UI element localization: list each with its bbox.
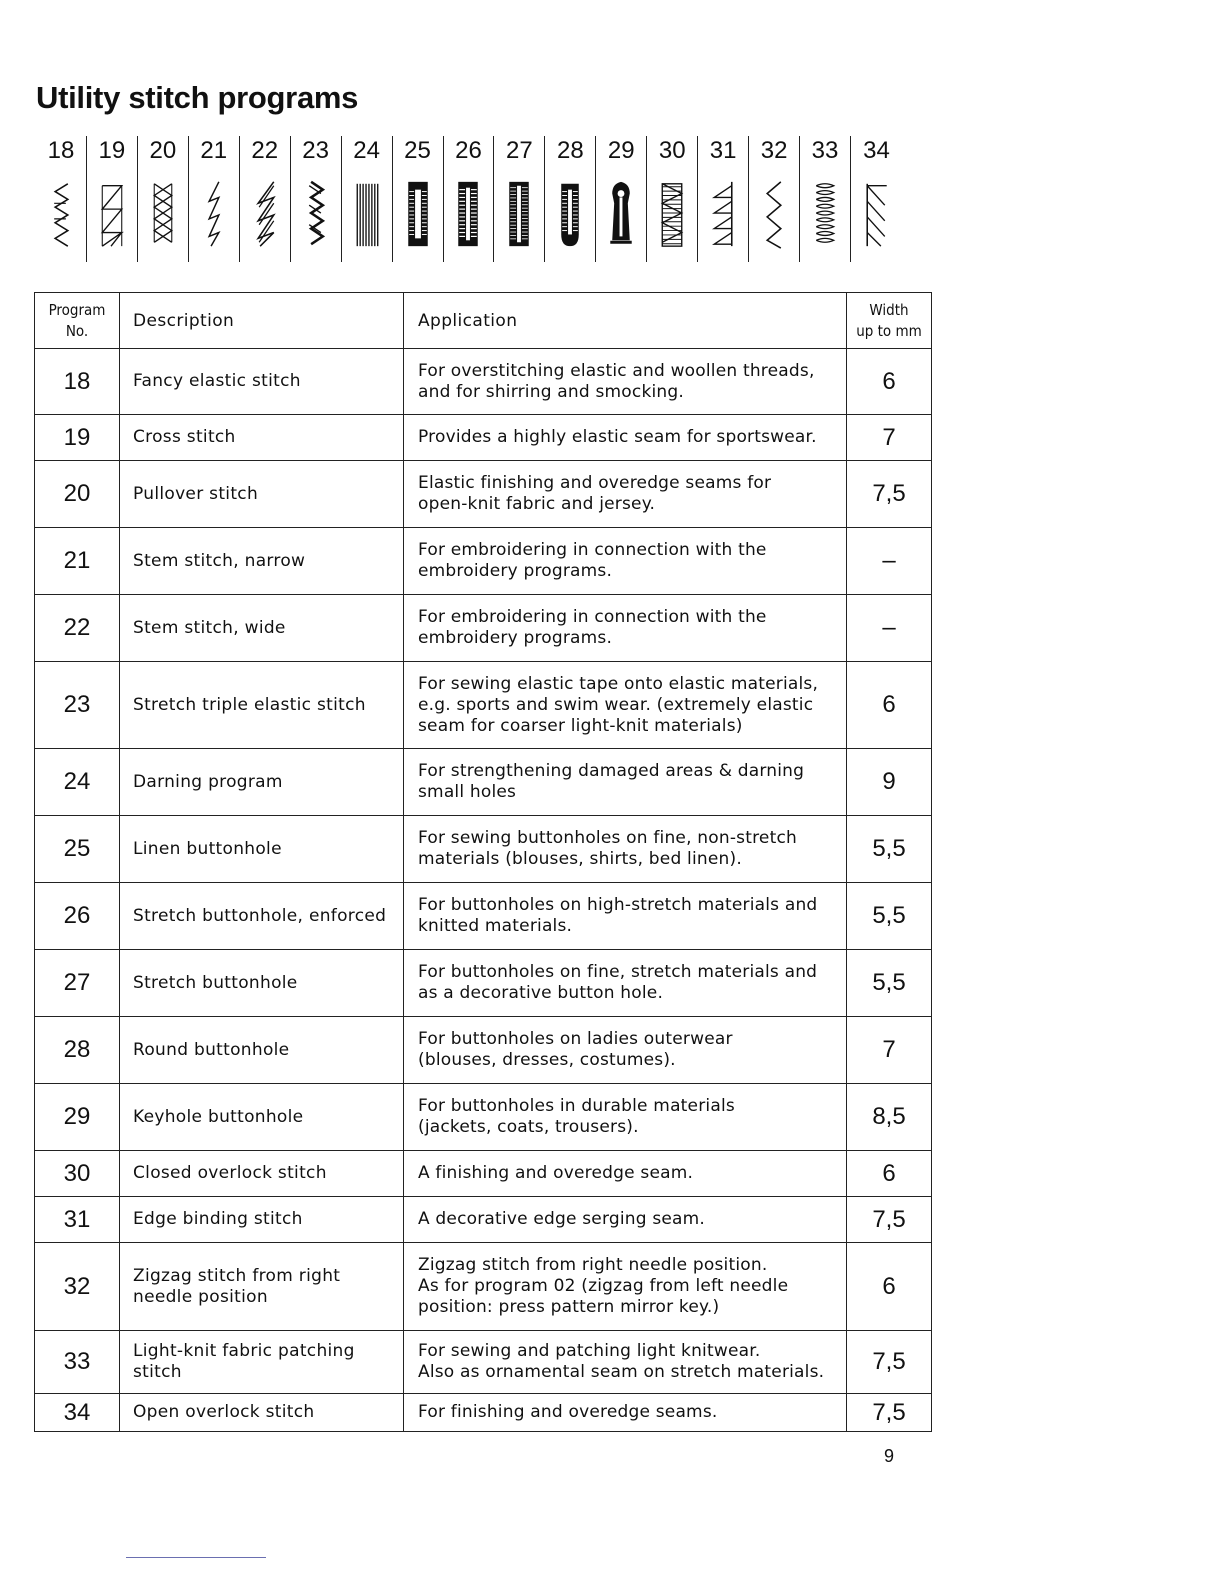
application-cell: For embroidering in connection with the embroidery programs. [404, 528, 847, 595]
stitch-number: 25 [404, 137, 431, 164]
stitch-number: 32 [760, 137, 788, 164]
stitch-number: 26 [455, 137, 482, 164]
stem-stitch-narrow-icon [199, 176, 229, 252]
program-no-cell: 32 [35, 1243, 120, 1331]
edge-binding-stitch-icon [708, 176, 738, 252]
application-cell: For buttonholes in durable materials (jackets, coats, trousers). [404, 1084, 847, 1151]
table-header-row [35, 293, 932, 349]
program-no-cell: 22 [35, 595, 120, 662]
width-cell: – [847, 595, 932, 662]
table-row [35, 1084, 932, 1151]
closed-overlock-stitch-icon [657, 176, 687, 252]
open-overlock-stitch-icon [861, 176, 891, 252]
table-row [35, 950, 932, 1017]
table-row [35, 461, 932, 528]
stitch-number: 30 [658, 137, 686, 164]
program-no-cell: 25 [35, 816, 120, 883]
table-row [35, 1017, 932, 1084]
description-cell: Stretch buttonhole [120, 950, 404, 1017]
program-no-cell: 27 [35, 950, 120, 1017]
application-cell: For buttonholes on ladies outerwear (blouses, dresses, costumes). [404, 1017, 847, 1084]
width-cell: 9 [847, 749, 932, 816]
description-cell: Stem stitch, wide [120, 595, 404, 662]
description-cell: Stretch triple elastic stitch [120, 662, 404, 749]
page-title: Utility stitch programs [36, 80, 359, 115]
stitch-number: 21 [200, 137, 228, 164]
stitch-program-table [34, 292, 932, 1432]
stitch-number: 23 [302, 137, 329, 164]
description-cell: Keyhole buttonhole [120, 1084, 404, 1151]
application-cell: For embroidering in connection with the embroidery programs. [404, 595, 847, 662]
stitch-column-28 [545, 136, 596, 262]
stretch-buttonhole-icon [504, 176, 534, 252]
stitch-pattern-strip [36, 136, 902, 262]
table-row [35, 415, 932, 461]
stitch-number: 33 [811, 137, 839, 164]
stitch-column-27 [494, 136, 545, 262]
table-row [35, 1197, 932, 1243]
width-cell: 6 [847, 662, 932, 749]
stitch-number: 22 [251, 137, 279, 164]
width-cell: 6 [847, 1243, 932, 1331]
linen-buttonhole-icon [403, 176, 433, 252]
program-no-cell: 34 [35, 1394, 120, 1432]
page-number: 9 [884, 1446, 895, 1466]
application-cell: For strengthening damaged areas & darning small holes [404, 749, 847, 816]
application-cell: Elastic finishing and overedge seams for open-knit fabric and jersey. [404, 461, 847, 528]
description-cell: Linen buttonhole [120, 816, 404, 883]
description-cell: Darning program [120, 749, 404, 816]
program-no-cell: 29 [35, 1084, 120, 1151]
description-cell: Cross stitch [120, 415, 404, 461]
width-cell: 6 [847, 349, 932, 415]
stitch-column-24 [342, 136, 393, 262]
stitch-column-20 [138, 136, 189, 262]
table-row [35, 595, 932, 662]
program-no-cell: 28 [35, 1017, 120, 1084]
width-cell: 5,5 [847, 950, 932, 1017]
stitch-number: 19 [98, 137, 126, 164]
stitch-column-33 [800, 136, 851, 262]
zigzag-right-needle-icon [759, 176, 789, 252]
program-no-cell: 23 [35, 662, 120, 749]
program-no-cell: 30 [35, 1151, 120, 1197]
description-cell: Closed overlock stitch [120, 1151, 404, 1197]
width-cell: 7,5 [847, 461, 932, 528]
width-cell: 7 [847, 415, 932, 461]
table-row [35, 1151, 932, 1197]
program-no-cell: 18 [35, 349, 120, 415]
description-cell: Stretch buttonhole, enforced [120, 883, 404, 950]
table-row [35, 883, 932, 950]
stitch-number: 31 [709, 137, 737, 164]
stitch-column-25 [393, 136, 444, 262]
application-cell: For sewing elastic tape onto elastic materials, e.g. sports and swim wear. (extremely elastic seam for coarser light-knit materials) [404, 662, 847, 749]
stitch-column-21 [189, 136, 240, 262]
stitch-number: 18 [47, 137, 75, 164]
application-cell: A finishing and overedge seam. [404, 1151, 847, 1197]
cross-stitch-icon [97, 176, 127, 252]
program-no-cell: 20 [35, 461, 120, 528]
darning-program-icon [352, 176, 382, 252]
width-cell: 7,5 [847, 1197, 932, 1243]
light-knit-patching-stitch-icon [810, 176, 840, 252]
pullover-stitch-icon [148, 176, 178, 252]
footer-rule [126, 1557, 266, 1558]
stitch-column-31 [698, 136, 749, 262]
program-no-cell: 33 [35, 1331, 120, 1394]
width-cell: – [847, 528, 932, 595]
table-row [35, 1331, 932, 1394]
stitch-number: 20 [149, 137, 177, 164]
stitch-column-19 [87, 136, 138, 262]
width-cell: 7 [847, 1017, 932, 1084]
stitch-number: 34 [863, 137, 890, 164]
stitch-column-26 [444, 136, 495, 262]
application-cell: For sewing buttonholes on fine, non-stretch materials (blouses, shirts, bed linen). [404, 816, 847, 883]
program-no-cell: 31 [35, 1197, 120, 1243]
stitch-column-18 [36, 136, 87, 262]
width-cell: 8,5 [847, 1084, 932, 1151]
application-cell: A decorative edge serging seam. [404, 1197, 847, 1243]
width-cell: 5,5 [847, 883, 932, 950]
header-width: Width up to mm [847, 293, 932, 349]
application-cell: For overstitching elastic and woollen threads, and for shirring and smocking. [404, 349, 847, 415]
description-cell: Light-knit fabric patching stitch [120, 1331, 404, 1394]
stretch-buttonhole-enforced-icon [453, 176, 483, 252]
description-cell: Open overlock stitch [120, 1394, 404, 1432]
stitch-column-30 [647, 136, 698, 262]
stitch-column-34 [851, 136, 902, 262]
description-cell: Fancy elastic stitch [120, 349, 404, 415]
program-no-cell: 24 [35, 749, 120, 816]
description-cell: Zigzag stitch from right needle position [120, 1243, 404, 1331]
application-cell: For sewing and patching light knitwear. Also as ornamental seam on stretch materials. [404, 1331, 847, 1394]
header-description: Description [120, 293, 404, 349]
application-cell: Provides a highly elastic seam for sportswear. [404, 415, 847, 461]
table-row [35, 1394, 932, 1432]
description-cell: Pullover stitch [120, 461, 404, 528]
stitch-number: 27 [506, 137, 533, 164]
program-no-cell: 26 [35, 883, 120, 950]
description-cell: Round buttonhole [120, 1017, 404, 1084]
program-no-cell: 21 [35, 528, 120, 595]
width-cell: 7,5 [847, 1394, 932, 1432]
application-cell: For finishing and overedge seams. [404, 1394, 847, 1432]
width-cell: 7,5 [847, 1331, 932, 1394]
round-buttonhole-icon [555, 176, 585, 252]
stitch-column-32 [749, 136, 800, 262]
table-row [35, 349, 932, 415]
table-row [35, 528, 932, 595]
stitch-number: 24 [353, 137, 380, 164]
fancy-elastic-stitch-icon [46, 176, 76, 252]
description-cell: Stem stitch, narrow [120, 528, 404, 595]
description-cell: Edge binding stitch [120, 1197, 404, 1243]
stitch-number: 28 [556, 137, 584, 164]
application-cell: For buttonholes on high-stretch materials and knitted materials. [404, 883, 847, 950]
stem-stitch-wide-icon [250, 176, 280, 252]
table-row [35, 1243, 932, 1331]
application-cell: For buttonholes on fine, stretch materials and as a decorative button hole. [404, 950, 847, 1017]
table-row [35, 662, 932, 749]
width-cell: 5,5 [847, 816, 932, 883]
application-cell: Zigzag stitch from right needle position. As for program 02 (zigzag from left needle position: press pattern mirror key.) [404, 1243, 847, 1331]
table-row [35, 749, 932, 816]
stitch-column-22 [240, 136, 291, 262]
keyhole-buttonhole-icon [606, 176, 636, 252]
stretch-triple-elastic-stitch-icon [301, 176, 331, 252]
header-application: Application [404, 293, 847, 349]
program-no-cell: 19 [35, 415, 120, 461]
header-program-no: Program No. [35, 293, 120, 349]
stitch-column-29 [596, 136, 647, 262]
table-row [35, 816, 932, 883]
stitch-column-23 [291, 136, 342, 262]
width-cell: 6 [847, 1151, 932, 1197]
stitch-number: 29 [607, 137, 635, 164]
